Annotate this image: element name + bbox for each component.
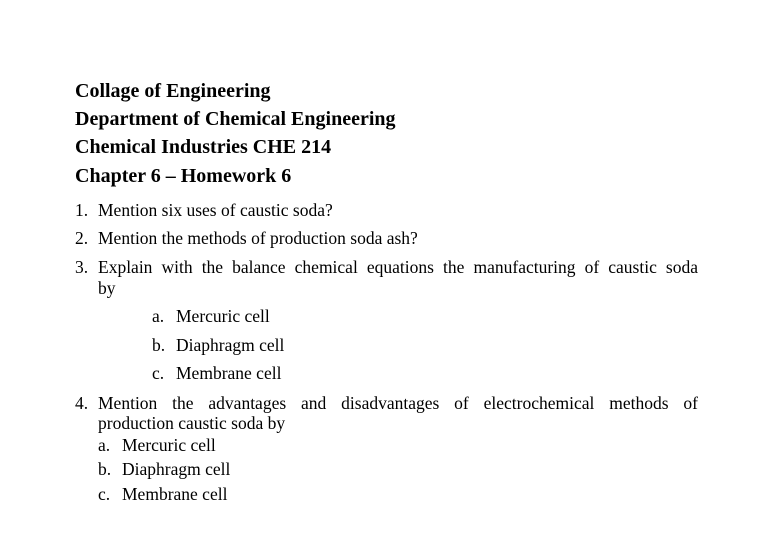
question-4-text-line1: Mention the advantages and disadvantages of electrochemical methods of xyxy=(98,393,698,413)
question-3-subitem-c-letter: c. xyxy=(152,363,165,383)
question-3-subitem-b-text: Diaphragm cell xyxy=(176,335,285,355)
question-1-text: Mention six uses of caustic soda? xyxy=(98,200,333,220)
question-4-subitem-c-letter: c. xyxy=(98,484,111,504)
question-1-number: 1. xyxy=(75,200,89,220)
question-3-text-line1: Explain with the balance chemical equations the manufacturing of caustic soda xyxy=(98,257,698,277)
question-3-number: 3. xyxy=(75,257,89,277)
question-4-number: 4. xyxy=(75,393,89,413)
chapter-heading: Chapter 6 – Homework 6 xyxy=(75,165,292,187)
question-3-subitem-c-text: Membrane cell xyxy=(176,363,282,383)
question-4-subitem-b-letter: b. xyxy=(98,459,112,479)
question-4-subitem-b-text: Diaphragm cell xyxy=(122,459,231,479)
question-3-subitem-a-text: Mercuric cell xyxy=(176,306,270,326)
question-4-text-line2: production caustic soda by xyxy=(98,413,286,433)
question-3-subitem-a-letter: a. xyxy=(152,306,165,326)
question-4-subitem-c-text: Membrane cell xyxy=(122,484,228,504)
question-3-text-line2: by xyxy=(98,278,116,298)
question-4-subitem-a-text: Mercuric cell xyxy=(122,435,216,455)
question-2-text: Mention the methods of production soda ash? xyxy=(98,228,418,248)
question-3-subitem-b-letter: b. xyxy=(152,335,166,355)
course-heading: Chemical Industries CHE 214 xyxy=(75,136,332,158)
question-2-number: 2. xyxy=(75,228,89,248)
department-heading: Department of Chemical Engineering xyxy=(75,108,396,130)
college-heading: Collage of Engineering xyxy=(75,80,271,102)
question-4-subitem-a-letter: a. xyxy=(98,435,111,455)
